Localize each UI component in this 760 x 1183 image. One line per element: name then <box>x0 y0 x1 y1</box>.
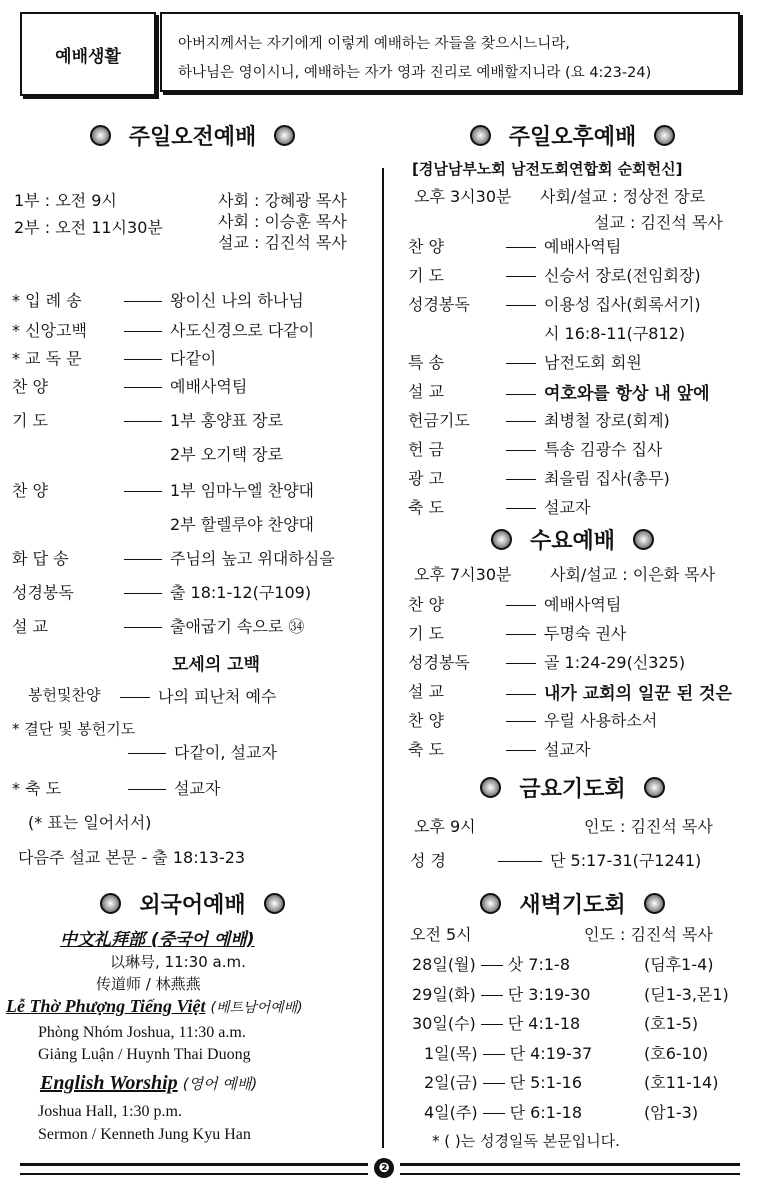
dawn-row: 30일(수) 단 4:1-18 <box>412 1014 581 1033</box>
dawn-reading-plan: (딛1-3,몬1) <box>644 984 729 1004</box>
english-worship-preacher: Sermon / Kenneth Jung Kyu Han <box>38 1126 251 1143</box>
morning-order-value: 1부 임마누엘 찬양대 <box>116 478 314 501</box>
bless-row: 설교자 <box>120 776 220 799</box>
bullet-circle-icon <box>491 529 512 550</box>
dash-line <box>506 721 536 722</box>
dawn-leader: 인도 : 김진석 목사 <box>584 925 713 944</box>
morning-order-value: 예배사역팀 <box>116 374 247 397</box>
wednesday-order-label: 성경봉독 <box>408 653 470 672</box>
friday-section-title: 금요기도회 <box>395 772 750 803</box>
afternoon-order-value: 최병철 장로(회계) <box>498 408 670 431</box>
dawn-row: 2일(금) 단 5:1-16 <box>424 1073 583 1092</box>
dash-line <box>506 305 536 306</box>
wednesday-order-value: 우릴 사용하소서 <box>498 708 657 731</box>
morning-order-value: 출애굽기 속으로 ㉞ <box>116 614 304 637</box>
commit-row: 다같이, 설교자 <box>120 740 277 763</box>
dash-line <box>124 387 162 388</box>
dawn-row: 1일(목) 단 4:19-37 <box>424 1043 593 1063</box>
morning-order-value: 주님의 높고 위대하심을 <box>116 546 335 569</box>
bullet-circle-icon <box>470 125 491 146</box>
dash-line <box>506 421 536 422</box>
dawn-reading-plan: (호6-10) <box>644 1043 709 1063</box>
dawn-time: 오전 5시 <box>410 925 472 944</box>
morning-order-label: 찬 양 <box>12 377 48 396</box>
afternoon-order-label: 헌금기도 <box>408 411 470 430</box>
afternoon-order-label: 특 송 <box>408 353 444 372</box>
friday-leader: 인도 : 김진석 목사 <box>584 817 713 836</box>
morning-order-value: 출 18:1-12(구109) <box>116 580 311 603</box>
morning-order-label: 화 답 송 <box>12 549 69 568</box>
header-label-box <box>20 12 156 96</box>
morning-service-2: 2부 : 오전 11시30분 <box>14 218 163 237</box>
afternoon-order-label: 설 교 <box>408 382 444 401</box>
commit-label: * 결단 및 봉헌기도 <box>12 720 136 738</box>
afternoon-banner: [경남남부노회 남전도회연합회 순회헌신] <box>412 160 683 178</box>
wednesday-order-value: 설교자 <box>498 737 590 760</box>
wednesday-officiant: 사회/설교 : 이은화 목사 <box>550 565 716 584</box>
afternoon-order-value: 특송 김광수 집사 <box>498 437 662 460</box>
bullet-circle-icon <box>90 125 111 146</box>
chinese-worship-time: 以琳号, 11:30 a.m. <box>110 953 246 971</box>
dawn-row: 29일(화) 단 3:19-30 <box>412 984 591 1004</box>
dash-line <box>506 508 536 509</box>
morning-order-value: 다같이 <box>116 346 216 369</box>
verse-line-1: 아버지께서는 자기에게 이렇게 예배하는 자들을 찾으시느니라, <box>178 36 570 52</box>
wednesday-order-value: 두명숙 권사 <box>498 621 626 644</box>
afternoon-order-value: 이용성 집사(회록서기) <box>498 292 701 315</box>
morning-order-label: 찬 양 <box>12 481 48 500</box>
dash-line <box>506 750 536 751</box>
dash-line <box>506 394 536 395</box>
dawn-reading-plan: (딤후1-4) <box>644 955 714 974</box>
bullet-circle-icon <box>644 893 665 914</box>
morning-order-label: 설 교 <box>12 617 48 636</box>
afternoon-order-value: 예배사역팀 <box>498 234 621 257</box>
dash-line <box>124 301 162 302</box>
foreign-section-title: 외국어예배 <box>20 888 365 919</box>
wednesday-order-value: 골 1:24-29(신325) <box>498 650 685 673</box>
dawn-row: 4일(주) 단 6:1-18 <box>424 1102 583 1122</box>
chinese-worship-preacher: 传道师 / 林燕燕 <box>96 975 201 993</box>
afternoon-order-value: 여호와를 항상 내 앞에 <box>498 379 710 404</box>
dawn-reading-plan: (호1-5) <box>644 1014 699 1033</box>
wednesday-order-label: 축 도 <box>408 740 444 759</box>
wednesday-time: 오후 7시30분 <box>414 565 512 584</box>
bullet-circle-icon <box>480 893 501 914</box>
dash-line <box>506 450 536 451</box>
bullet-circle-icon <box>264 893 285 914</box>
morning-order-label: 성경봉독 <box>12 583 74 602</box>
bullet-circle-icon <box>644 777 665 798</box>
vietnamese-worship-title: Lễ Thờ Phượng Tiếng Việt (베트남어예배) <box>6 996 303 1016</box>
morning-order-value: 2부 오기택 장로 <box>170 445 284 464</box>
wednesday-order-value: 내가 교회의 일꾼 된 것은 <box>498 679 732 704</box>
dash-line <box>506 634 536 635</box>
dawn-row: 28일(월) 삿 7:1-8 <box>412 955 571 974</box>
morning-section-title: 주일오전예배 <box>20 120 365 151</box>
wednesday-order-label: 설 교 <box>408 682 444 701</box>
afternoon-order-value: 남전도회 회원 <box>498 350 642 373</box>
dash-line <box>506 605 536 606</box>
wednesday-order-label: 기 도 <box>408 624 444 643</box>
friday-scripture-label: 성 경 <box>410 851 446 870</box>
dawn-reading-plan: (암1-3) <box>644 1102 699 1122</box>
afternoon-time: 오후 3시30분 <box>414 187 512 206</box>
morning-order-value: 왕이신 나의 하나님 <box>116 288 304 311</box>
dash-line <box>506 247 536 248</box>
dash-line <box>506 479 536 480</box>
footer-rule-right <box>400 1163 740 1175</box>
afternoon-order-label: 찬 양 <box>408 237 444 256</box>
offering-label: 봉헌및찬양 <box>28 686 101 704</box>
wednesday-order-label: 찬 양 <box>408 595 444 614</box>
next-sermon: 다음주 설교 본문 - 출 18:13-23 <box>18 848 246 867</box>
afternoon-officiant-2: 설교 : 김진석 목사 <box>594 213 723 232</box>
bullet-circle-icon <box>274 125 295 146</box>
bullet-circle-icon <box>654 125 675 146</box>
header-label: 예배생활 <box>55 46 121 67</box>
morning-order-value: 사도신경으로 다같이 <box>116 318 314 341</box>
offering-row: 나의 피난처 예수 <box>112 684 276 707</box>
afternoon-order-label: 축 도 <box>408 498 444 517</box>
dawn-reading-plan: (호11-14) <box>644 1073 719 1092</box>
page-number: ❷ <box>374 1158 394 1178</box>
dash-line <box>506 276 536 277</box>
verse-line-2: 하나님은 영이시니, 예배하는 자가 영과 진리로 예배할지니라 (요 4:23-24) <box>178 65 652 81</box>
wednesday-section-title: 수요예배 <box>395 524 750 555</box>
morning-officiant-3: 설교 : 김진석 목사 <box>218 233 347 252</box>
vietnamese-worship-preacher: Giảng Luận / Huynh Thai Duong <box>38 1046 251 1063</box>
standing-note: (* 표는 일어서서) <box>28 813 152 832</box>
afternoon-order-label: 기 도 <box>408 266 444 285</box>
chinese-worship-title: 中文礼拜部 (중국어 예배) <box>60 930 255 950</box>
dash-line <box>506 694 536 695</box>
morning-sermon-title: 모세의 고백 <box>172 655 261 675</box>
dawn-note: * ( )는 성경일독 본문입니다. <box>432 1132 620 1150</box>
friday-scripture-row: 단 5:17-31(구1241) <box>490 848 701 871</box>
morning-order-value: 1부 홍양표 장로 <box>116 408 283 431</box>
english-worship-title: English Worship (영어 예배) <box>40 1072 258 1094</box>
header-verse-box <box>160 12 740 92</box>
vietnamese-worship-time: Phòng Nhóm Joshua, 11:30 a.m. <box>38 1024 246 1041</box>
morning-service-1: 1부 : 오전 9시 <box>14 191 117 210</box>
afternoon-order-value: 시 16:8-11(구812) <box>544 324 686 343</box>
dash-line <box>124 421 162 422</box>
morning-officiant-1: 사회 : 강혜광 목사 <box>218 191 347 210</box>
column-divider <box>382 168 384 1148</box>
dash-line <box>506 663 536 664</box>
dash-line <box>124 491 162 492</box>
bullet-circle-icon <box>633 529 654 550</box>
afternoon-officiant-1: 사회/설교 : 정상전 장로 <box>540 187 706 206</box>
morning-order-value: 2부 할렐루야 찬양대 <box>170 515 314 534</box>
dawn-section-title: 새벽기도회 <box>395 888 750 919</box>
wednesday-order-label: 찬 양 <box>408 711 444 730</box>
morning-order-label: * 입 례 송 <box>12 291 82 310</box>
dash-line <box>506 363 536 364</box>
dash-line <box>124 331 162 332</box>
dash-line <box>124 559 162 560</box>
wednesday-order-value: 예배사역팀 <box>498 592 621 615</box>
friday-time: 오후 9시 <box>414 817 476 836</box>
afternoon-order-value: 최을림 집사(총무) <box>498 466 670 489</box>
morning-officiant-2: 사회 : 이승훈 목사 <box>218 212 347 231</box>
morning-order-label: 기 도 <box>12 411 48 430</box>
afternoon-order-label: 헌 금 <box>408 440 444 459</box>
english-worship-time: Joshua Hall, 1:30 p.m. <box>38 1103 182 1120</box>
dash-line <box>124 359 162 360</box>
bullet-circle-icon <box>480 777 501 798</box>
bullet-circle-icon <box>100 893 121 914</box>
footer-rule-left <box>20 1163 368 1175</box>
afternoon-order-value: 설교자 <box>498 495 590 518</box>
afternoon-section-title: 주일오후예배 <box>395 120 750 151</box>
morning-order-label: * 신앙고백 <box>12 321 87 340</box>
dash-line <box>124 593 162 594</box>
afternoon-order-label: 광 고 <box>408 469 444 488</box>
morning-order-label: * 교 독 문 <box>12 349 82 368</box>
dash-line <box>124 627 162 628</box>
bless-label: * 축 도 <box>12 779 62 798</box>
afternoon-order-value: 신승서 장로(전임회장) <box>498 263 701 286</box>
afternoon-order-label: 성경봉독 <box>408 295 470 314</box>
